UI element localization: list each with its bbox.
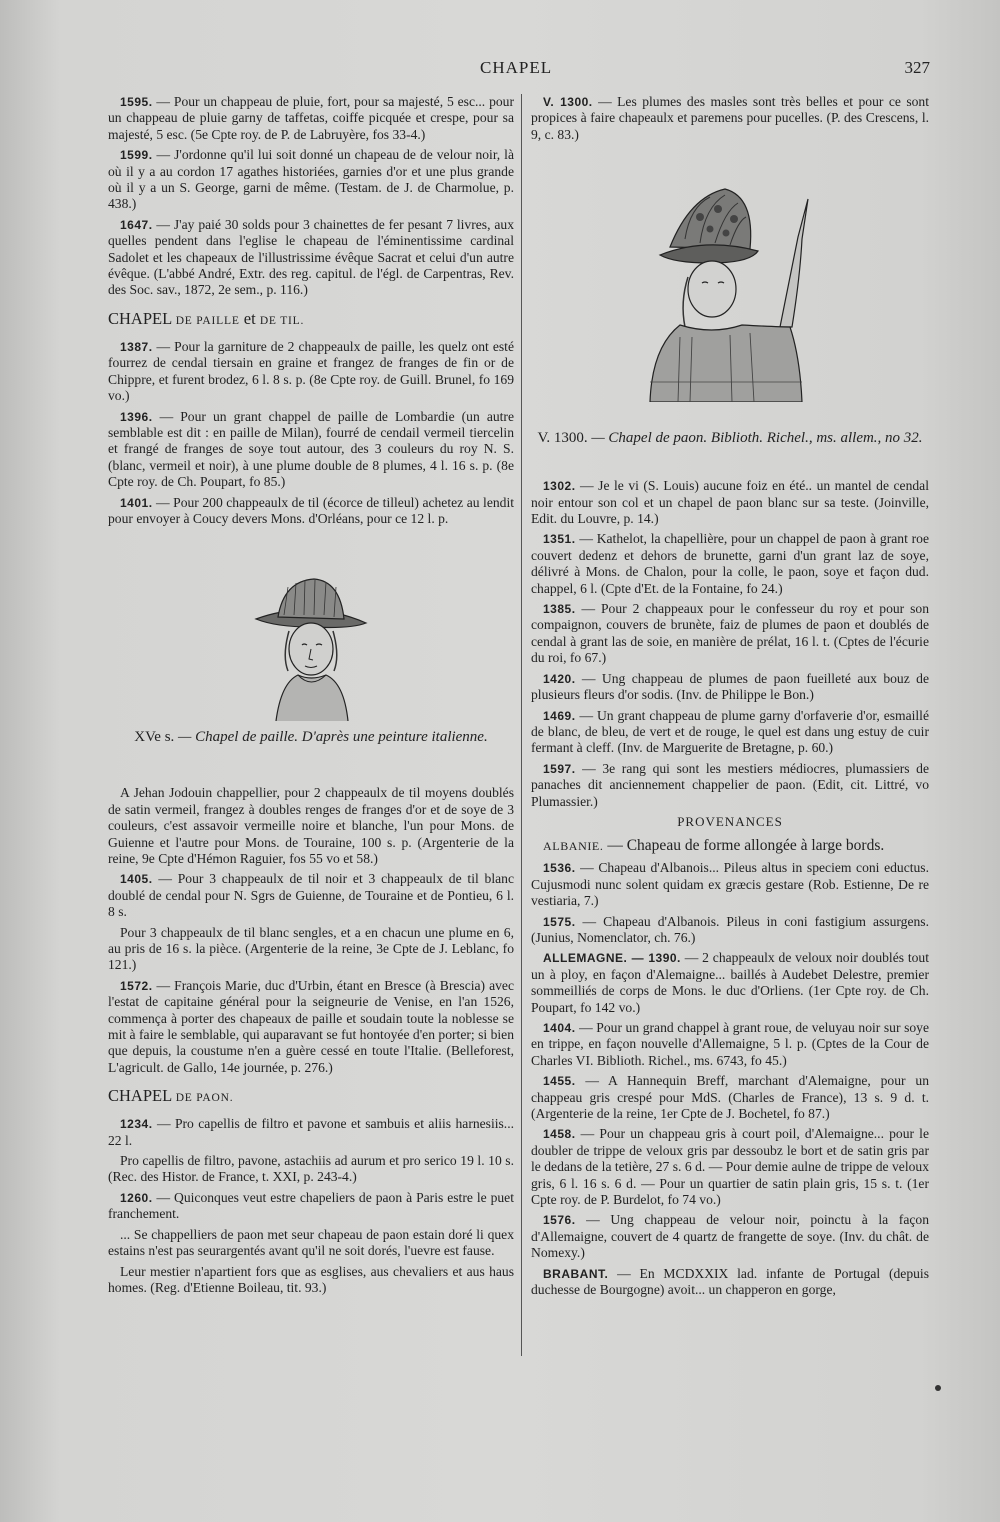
entry-number: 1260. — [120, 1190, 153, 1205]
entry-text: ... Se chappelliers de paon met seur chapeau de paon estain doré li quex estains n'est pas seurargentés avant qu'il ne soit dorés, l'uevre est fause. — [108, 1226, 514, 1259]
entry-text: — Les plumes des masles sont très belles et pour ce sont propices à faire chapeaulx et paremens pour pucelles. (P. des Crescens, l. 9, c. 83.) — [531, 94, 930, 142]
entry-text: — Un grant chappeau de plume garny d'orfaverie d'or, esmaillé de blanc, de bleu, de vert et de rouge, le quel est dans ung estuy de cuir fermant à cleff. (Inv. de Marguerite de Bretagne, p. 60.) — [531, 707, 929, 756]
left-entries-b — [108, 339, 514, 527]
left-entries-a — [108, 94, 514, 299]
column-rule — [521, 94, 522, 1356]
entry-number: 1420. — [543, 671, 576, 686]
left-column — [108, 94, 514, 1300]
heading-chapel-de-paon: CHAPEL DE PAON. — [108, 1086, 234, 1106]
entry — [531, 671, 929, 704]
entry-number: 1647. — [120, 217, 153, 232]
caption-chapel-de-paille: XVe s. — Chapel de paille. D'après une peinture italienne. — [134, 729, 488, 746]
entry-text: — Pour 200 chappeaulx de til (écorce de tilleul) achetez au lendit pour envoyer à Coucy devers Mons. d'Orléans, pour ce 12 l. p. — [108, 494, 514, 526]
entry — [108, 871, 514, 920]
entry-text: — J'ay paié 30 solds pour 3 chainettes de fer pesant 7 livres, aux quelles pendent dans l'eglise le chapeau de l'éminentissime cardinal Sadolet et les chapeaux de l'illustrissime évêque Sacrat et celui d'un autre évêque. (L'abbé André, Extr. des reg. capitul. de l'égl. de Carpentras, Rev. des Soc. sav., 1872, 2e sem., p. 116.) — [108, 216, 514, 298]
entry-text: — Ung chappeau de velour noir, poinctu à la façon d'Allemaigne, couvert de 4 quartz de frangette de soye. (Inv. du chât. de Nomexy.) — [531, 1212, 929, 1261]
entry — [108, 785, 514, 867]
entry-number: 1572. — [120, 978, 153, 993]
entry — [108, 217, 514, 299]
entry-number: 1405. — [120, 872, 153, 887]
spacer — [531, 448, 929, 478]
heading-provenances: PROVENANCES — [677, 813, 783, 829]
entry — [531, 860, 929, 909]
entry-number: 1401. — [120, 495, 153, 510]
peacock-hat-illustration — [630, 177, 830, 402]
entry-text: Leur mestier n'apartient fors que as esglises, aus chevaliers et aus haus homes. (Reg. d'Etienne Boileau, tit. 93.) — [108, 1263, 514, 1295]
entry — [108, 1153, 514, 1186]
entry — [531, 1073, 929, 1122]
heading-chapel-de-paille: CHAPEL DE PAILLE et DE TIL. — [108, 308, 305, 328]
entry-text: — Pour un chappeau gris à court poil, d'Alemaigne... pour le doubler de trippe de veloux gris par dessoubz le bort et de satin gris par le dedans de la tetière, 27 s. 6 d. — Pour demie aulne de trippe de veloux gris, 6 l. 16 s. 6 d. — Pour un quartier de satin plain gris, 15 s. t. (1er Cpte roy. de P. Burdelot, fo 74 vo.) — [531, 1126, 929, 1208]
entry-text: — François Marie, duc d'Urbin, étant en Bresce (à Brescia) avec l'estat de capitaine général pour la seigneurie de Venise, en l'an 1526, commença à porter des chapeaux de paille et soudain toute la noblesse se mit à faire le semblable, qui auparavant se fut hontoyée d'en porter; si bien que depuis, la coustume n'en a guère cessé en toute l'Italie. (Belleforest, L'agricult. de Gallo, 14e journée, p. 276.) — [108, 977, 514, 1075]
entry — [108, 978, 514, 1076]
entry-number: 1351. — [543, 532, 576, 547]
entry — [108, 94, 514, 143]
running-title: CHAPEL — [480, 58, 553, 77]
entry-number: 1234. — [120, 1117, 153, 1132]
entry — [531, 1020, 929, 1069]
entry-text: — Kathelot, la chapellière, pour un chappel de paon à grant roe couvert dedenz et dehors de brunette, garni d'un grant laz de soye, délivré à Mons. de Chalon, pour la colle, le paon, soye et façon dud. chappel, 6 l. (Cpte d'Et. de la Fontaine, fo 24.) — [531, 531, 929, 596]
entry-text: — Pro capellis de filtro et pavone et sambuis et aliis harnesiis... 22 l. — [108, 1116, 514, 1148]
entry — [108, 1116, 514, 1149]
entry — [108, 409, 514, 491]
entry-text: — En MCDXXIX lad. infante de Portugal (depuis duchesse de Bourgogne) avoit... un chapperon en gorge, — [531, 1265, 929, 1298]
entry-text: — Je le vi (S. Louis) aucune foiz en été.. un mantel de cendal noir entour son col et un chapel de paon blanc sur sa teste. (Joinville, Edit. du Louvre, p. 14.) — [531, 478, 929, 527]
entry-text: — Pour un grant chappel de paille de Lombardie (un autre semblable est dit : en paille de Milan), fourré de cendail vermeil tiercelin et frangé de franges de soye tout autour, des 3 couleurs du roy N. S. (blanc, vermeil et noir), à une plume double de 8 plumes, 4 l. 16 s. p. (8e Cpte roy. de Ch. Poupart, fo 85.) — [108, 408, 514, 490]
entry-number: 1455. — [543, 1074, 576, 1089]
entry-text: — Pour un chappeau de pluie, fort, pour sa majesté, 5 esc... pour un chappeau de pluie garny de taffetas, coiffe picquée et crespe, pour sa majesté, 5 esc. (5e Cpte roy. de P. de Labruyère, fos 33-4.) — [108, 94, 514, 142]
page-number: 327 — [904, 58, 930, 77]
right-entries-c — [531, 860, 929, 1298]
entry — [531, 1212, 929, 1261]
entry-text: Pro capellis de filtro, pavone, astachiis ad aurum et pro serico 19 l. 10 s. (Rec. des Histor. de France, t. XXI, p. 243-4.) — [108, 1153, 514, 1185]
entry-number: 1385. — [543, 602, 576, 617]
entry — [108, 339, 514, 405]
entry — [531, 1266, 929, 1299]
entry-text: Pour 3 chappeaulx de til blanc sengles, et a en chacun une plume en 6, au pris de 16 s. la pièce. (Argenterie de la reine, 3e Cpte de J. Leblanc, fo 121.) — [108, 924, 514, 973]
peacock-hat-figure — [630, 177, 830, 402]
entry-text: — 2 chappeaulx de veloux noir doublés tout un à ploy, en façon d'Alemaigne... baillés à Audebet Delestre, premier sommeilliés de corps de Mons. le duc d'Orliens. (1er Cpte roy. de Ch. Poupart, fo 142 vo.) — [531, 950, 930, 1015]
entry-number: ALLEMAGNE. — 1390. — [543, 951, 681, 966]
entry-text: — Ung chappeau de plumes de paon fueilleté aux bouz de plusieurs fleurs d'or sodis. (Inv. de Philippe le Bon.) — [531, 670, 929, 703]
entry-number: 1396. — [120, 409, 153, 424]
straw-hat-illustration — [236, 571, 386, 721]
entry-text: — Pour 3 chappeaulx de til noir et 3 chappeaulx de til blanc doublé de cendal pour N. Sgrs de Guienne, de Touraine et de Pontieu, 6 l. 8 s. — [108, 871, 514, 920]
running-head — [110, 58, 930, 82]
entry — [108, 147, 514, 213]
entry-text: — Quiconques veut estre chapeliers de paon à Paris estre le puet franchement. — [108, 1189, 514, 1222]
entry-number: V. 1300. — [543, 95, 593, 109]
entry — [531, 914, 929, 947]
entry-number: 1536. — [543, 861, 576, 876]
entry-number: BRABANT. — [543, 1266, 609, 1281]
entry-number: 1302. — [543, 479, 576, 494]
entry — [531, 950, 929, 1016]
entry-text: — Chapeau d'Albanois. Pileus in coni fastigium assurgens. (Junius, Nomenclator, ch. 76.) — [531, 913, 929, 945]
entry-number: 1597. — [543, 761, 576, 776]
entry-number: 1469. — [543, 708, 576, 723]
entry-number: 1575. — [543, 914, 576, 929]
straw-hat-figure — [236, 571, 386, 721]
caption-chapel-de-paon: V. 1300. — Chapel de paon. Biblioth. Richel., ms. allem., no 32. — [537, 430, 923, 447]
right-entries-a — [531, 94, 929, 143]
entry — [108, 1227, 514, 1260]
entry-number: 1576. — [543, 1213, 576, 1228]
right-entries-b — [531, 478, 929, 810]
entry — [108, 1190, 514, 1223]
entry-text: — A Hannequin Breff, marchant d'Alemaigne, pour un chappeau gris crespé pour MdS. (Charles de France), 13 s. 9 d. t. (Argenterie de la reine, 1er Cpte de J. Bochetel, fo 87.) — [531, 1073, 929, 1122]
entry — [531, 1126, 929, 1208]
left-entries-c — [108, 785, 514, 1076]
entry — [531, 94, 929, 143]
entry-number: 1387. — [120, 339, 153, 354]
entry — [531, 761, 929, 810]
entry — [108, 1264, 514, 1297]
entry-albanie: ALBANIE. — Chapeau de forme allongée à large bords. — [543, 837, 885, 855]
entry-text: — 3e rang qui sont les mestiers médiocres, plumassiers de panaches dit anciennement chappelier de paon. (Edit, cit. Littré, vo Plumassier.) — [531, 760, 929, 809]
right-column — [531, 94, 929, 1303]
entry-number: 1458. — [543, 1127, 576, 1142]
entry — [108, 495, 514, 528]
entry-number: 1595. — [120, 95, 153, 109]
entry-text: — Chapeau d'Albanois... Pileus altus in speciem coni eductus. Cujusmodi nunc solent quidam ex græcis gestare (Rob. Estienne, De re vestiaria, 7.) — [531, 860, 929, 909]
entry-text: A Jehan Jodouin chappellier, pour 2 chappeaulx de til moyens doublés de satin vermeil, frangez à doubles renges de franges d'or et de soye de 3 couleurs, c'est assavoir vermeille noire et blanche, l'un pour Mons. de Guienne et l'autre pour Mons. de Touraine, 100 s. p. (Argenterie de la reine, 9e Cpte d'Hémon Raguier, fos 55 vo et 58.) — [108, 785, 514, 866]
entry-number: 1599. — [120, 148, 153, 163]
ink-dot — [935, 1385, 941, 1391]
left-entries-d — [108, 1116, 514, 1296]
entry — [531, 708, 929, 757]
entry-text: — Pour un grand chappel à grant roue, de veluyau noir sur soye en trippe, en façon nouvelle d'Allemaigne, 5 l. p. (Cptes de la Cour de Charles VI. Biblioth. Richel., ms. 6743, fo 45.) — [531, 1020, 929, 1068]
entry — [108, 925, 514, 974]
entry — [531, 601, 929, 667]
spacer — [108, 747, 514, 785]
entry-text: — J'ordonne qu'il lui soit donné un chapeau de de velour noir, là où il y a au cordon 17 agathes historiées, garnies d'or et une plus grande où il y a un S. George, garni de même. (Testam. de J. de Charmolue, p. 438.) — [108, 147, 514, 212]
entry — [531, 531, 929, 597]
entry-number: 1404. — [543, 1021, 576, 1035]
entry-text: — Pour la garniture de 2 chappeaulx de paille, les quelz ont esté fourrez de cendal tiersain en graine et frangez de franges de fin or de Chippre, et furent brodez, 6 l. 8 s. p. (8e Cpte roy. de Guill. Brunel, fo 169 vo.) — [108, 338, 514, 404]
entry-text: — Pour 2 chappeaux pour le confesseur du roy et pour son compaignon, couvers de brunète, faiz de plumes de paon et doublés de cendal à grant las de soie, en manière de prélat, 16 l. t. (Cptes de l'écurie du roi, fo 67.) — [531, 601, 929, 666]
entry — [531, 478, 929, 527]
